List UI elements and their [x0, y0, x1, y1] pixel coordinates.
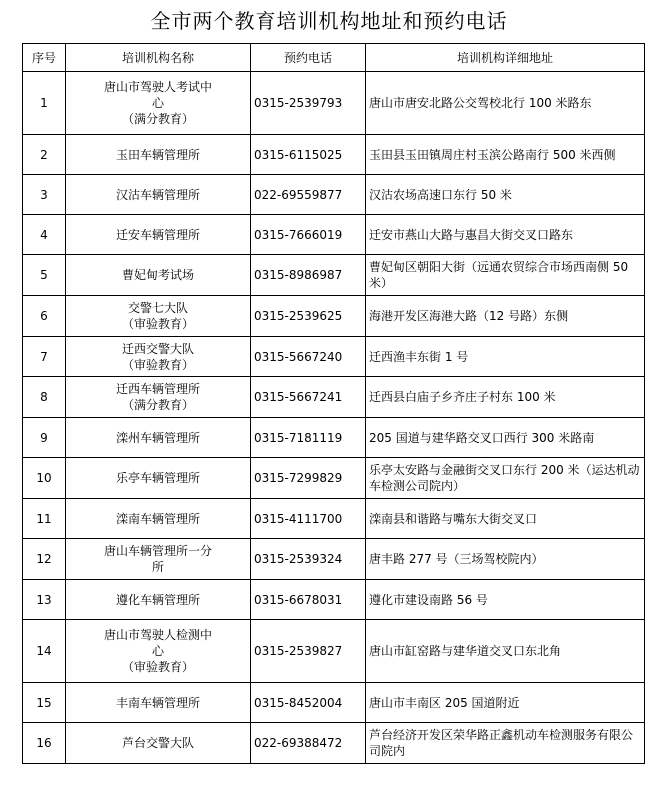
booking-phone: 0315-5667241 — [251, 377, 366, 418]
table-row — [23, 377, 645, 418]
header-phone: 预约电话 — [251, 44, 366, 72]
header-address: 培训机构详细地址 — [366, 44, 645, 72]
row-index: 6 — [23, 296, 66, 337]
booking-phone: 0315-4111700 — [251, 499, 366, 539]
institution-name-line: （满分教育） — [121, 112, 194, 126]
institution-name — [66, 337, 251, 377]
institution-name-line: 唐山市驾驶人考试中 — [103, 80, 212, 94]
table-row — [23, 723, 645, 764]
institution-name — [66, 296, 251, 337]
table-row — [23, 418, 645, 458]
institution-name-line: 唐山市驾驶人检测中 — [103, 628, 212, 642]
institution-name — [66, 255, 251, 296]
booking-phone: 0315-7666019 — [251, 215, 366, 255]
booking-phone: 022-69388472 — [251, 723, 366, 764]
institution-name — [66, 72, 251, 135]
institution-name — [66, 620, 251, 683]
institution-name-line: （审验教育） — [121, 660, 194, 674]
table-row — [23, 135, 645, 175]
booking-phone: 0315-8986987 — [251, 255, 366, 296]
row-index: 15 — [23, 683, 66, 723]
institution-address: 唐山市丰南区 205 国道附近 — [366, 683, 645, 723]
institution-address: 205 国道与建华路交叉口西行 300 米路南 — [366, 418, 645, 458]
booking-phone: 022-69559877 — [251, 175, 366, 215]
institution-name-line: 汉沽车辆管理所 — [115, 187, 200, 202]
table-row — [23, 255, 645, 296]
table-body — [23, 72, 645, 764]
institution-name-line: 玉田车辆管理所 — [115, 147, 200, 162]
header-index: 序号 — [23, 44, 66, 72]
table-row — [23, 296, 645, 337]
institution-name-line: 所 — [151, 560, 164, 574]
institution-name-line: 迁西车辆管理所 — [115, 382, 200, 396]
row-index: 12 — [23, 539, 66, 580]
institution-name-line: 心 — [151, 644, 164, 658]
institution-address: 乐亭太安路与金融街交叉口东行 200 米（运达机动车检测公司院内） — [366, 458, 645, 499]
row-index: 5 — [23, 255, 66, 296]
institution-name — [66, 175, 251, 215]
institution-name-line: 遵化车辆管理所 — [115, 592, 200, 607]
table-row — [23, 499, 645, 539]
booking-phone: 0315-6115025 — [251, 135, 366, 175]
row-index: 10 — [23, 458, 66, 499]
institution-name-line: 滦州车辆管理所 — [115, 430, 200, 445]
institution-address: 曹妃甸区朝阳大街（远通农贸综合市场西南侧 50 米） — [366, 255, 645, 296]
row-index: 11 — [23, 499, 66, 539]
row-index: 13 — [23, 580, 66, 620]
booking-phone: 0315-2539827 — [251, 620, 366, 683]
institution-name — [66, 215, 251, 255]
institution-name-line: 乐亭车辆管理所 — [115, 471, 200, 485]
booking-phone: 0315-2539793 — [251, 72, 366, 135]
institution-name-line: 芦台交警大队 — [121, 736, 194, 750]
row-index: 4 — [23, 215, 66, 255]
page-title: 全市两个教育培训机构地址和预约电话 — [150, 9, 508, 33]
institution-name — [66, 580, 251, 620]
training-institutions-table — [22, 43, 645, 764]
institution-name-line: 迁安车辆管理所 — [115, 227, 200, 242]
table-row — [23, 337, 645, 377]
institution-name-line: 迁西交警大队 — [121, 341, 194, 356]
row-index: 8 — [23, 377, 66, 418]
institution-name-line: 丰南车辆管理所 — [115, 695, 200, 710]
institution-name — [66, 723, 251, 764]
institution-address: 迁西渔丰东街 1 号 — [366, 337, 645, 377]
institution-name — [66, 683, 251, 723]
table-row — [23, 72, 645, 135]
table-row — [23, 539, 645, 580]
institution-address: 滦南县和谐路与嘴东大街交叉口 — [366, 499, 645, 539]
institution-name — [66, 499, 251, 539]
institution-name-line: 唐山车辆管理所一分 — [103, 544, 212, 558]
institution-name — [66, 418, 251, 458]
institution-name — [66, 377, 251, 418]
row-index: 16 — [23, 723, 66, 764]
header-institution-name: 培训机构名称 — [66, 44, 251, 72]
institution-address: 迁西县白庙子乡齐庄子村东 100 米 — [366, 377, 645, 418]
table-row — [23, 215, 645, 255]
booking-phone: 0315-5667240 — [251, 337, 366, 377]
institution-name-line: 心 — [151, 96, 164, 110]
table-row — [23, 458, 645, 499]
institution-name-line: 滦南车辆管理所 — [115, 511, 200, 526]
table-row — [23, 620, 645, 683]
institution-name — [66, 458, 251, 499]
booking-phone: 0315-7181119 — [251, 418, 366, 458]
table-row — [23, 580, 645, 620]
booking-phone: 0315-2539625 — [251, 296, 366, 337]
institution-address: 玉田县玉田镇周庄村玉滨公路南行 500 米西侧 — [366, 135, 645, 175]
table-row — [23, 683, 645, 723]
institution-address: 唐山市缸窑路与建华道交叉口东北角 — [366, 620, 645, 683]
institution-name-line: 交警七大队 — [127, 301, 188, 315]
institution-name-line: （满分教育） — [121, 398, 194, 412]
institution-address: 唐丰路 277 号（三场驾校院内） — [366, 539, 645, 580]
booking-phone: 0315-2539324 — [251, 539, 366, 580]
row-index: 3 — [23, 175, 66, 215]
institution-address: 唐山市唐安北路公交驾校北行 100 米路东 — [366, 72, 645, 135]
institution-name-line: （审验教育） — [121, 357, 194, 372]
booking-phone: 0315-7299829 — [251, 458, 366, 499]
institution-address: 迁安市燕山大路与惠昌大街交叉口路东 — [366, 215, 645, 255]
institution-address: 芦台经济开发区荣华路正鑫机动车检测服务有限公司院内 — [366, 723, 645, 764]
booking-phone: 0315-6678031 — [251, 580, 366, 620]
institution-name — [66, 135, 251, 175]
institution-address: 遵化市建设南路 56 号 — [366, 580, 645, 620]
institution-name — [66, 539, 251, 580]
table-row — [23, 175, 645, 215]
row-index: 1 — [23, 72, 66, 135]
institution-address: 海港开发区海港大路（12 号路）东侧 — [366, 296, 645, 337]
institution-address: 汉沽农场高速口东行 50 米 — [366, 175, 645, 215]
booking-phone: 0315-8452004 — [251, 683, 366, 723]
row-index: 14 — [23, 620, 66, 683]
institution-name-line: 曹妃甸考试场 — [121, 268, 194, 282]
institution-name-line: （审验教育） — [121, 317, 194, 331]
table-header-row — [23, 44, 645, 72]
row-index: 9 — [23, 418, 66, 458]
row-index: 2 — [23, 135, 66, 175]
row-index: 7 — [23, 337, 66, 377]
